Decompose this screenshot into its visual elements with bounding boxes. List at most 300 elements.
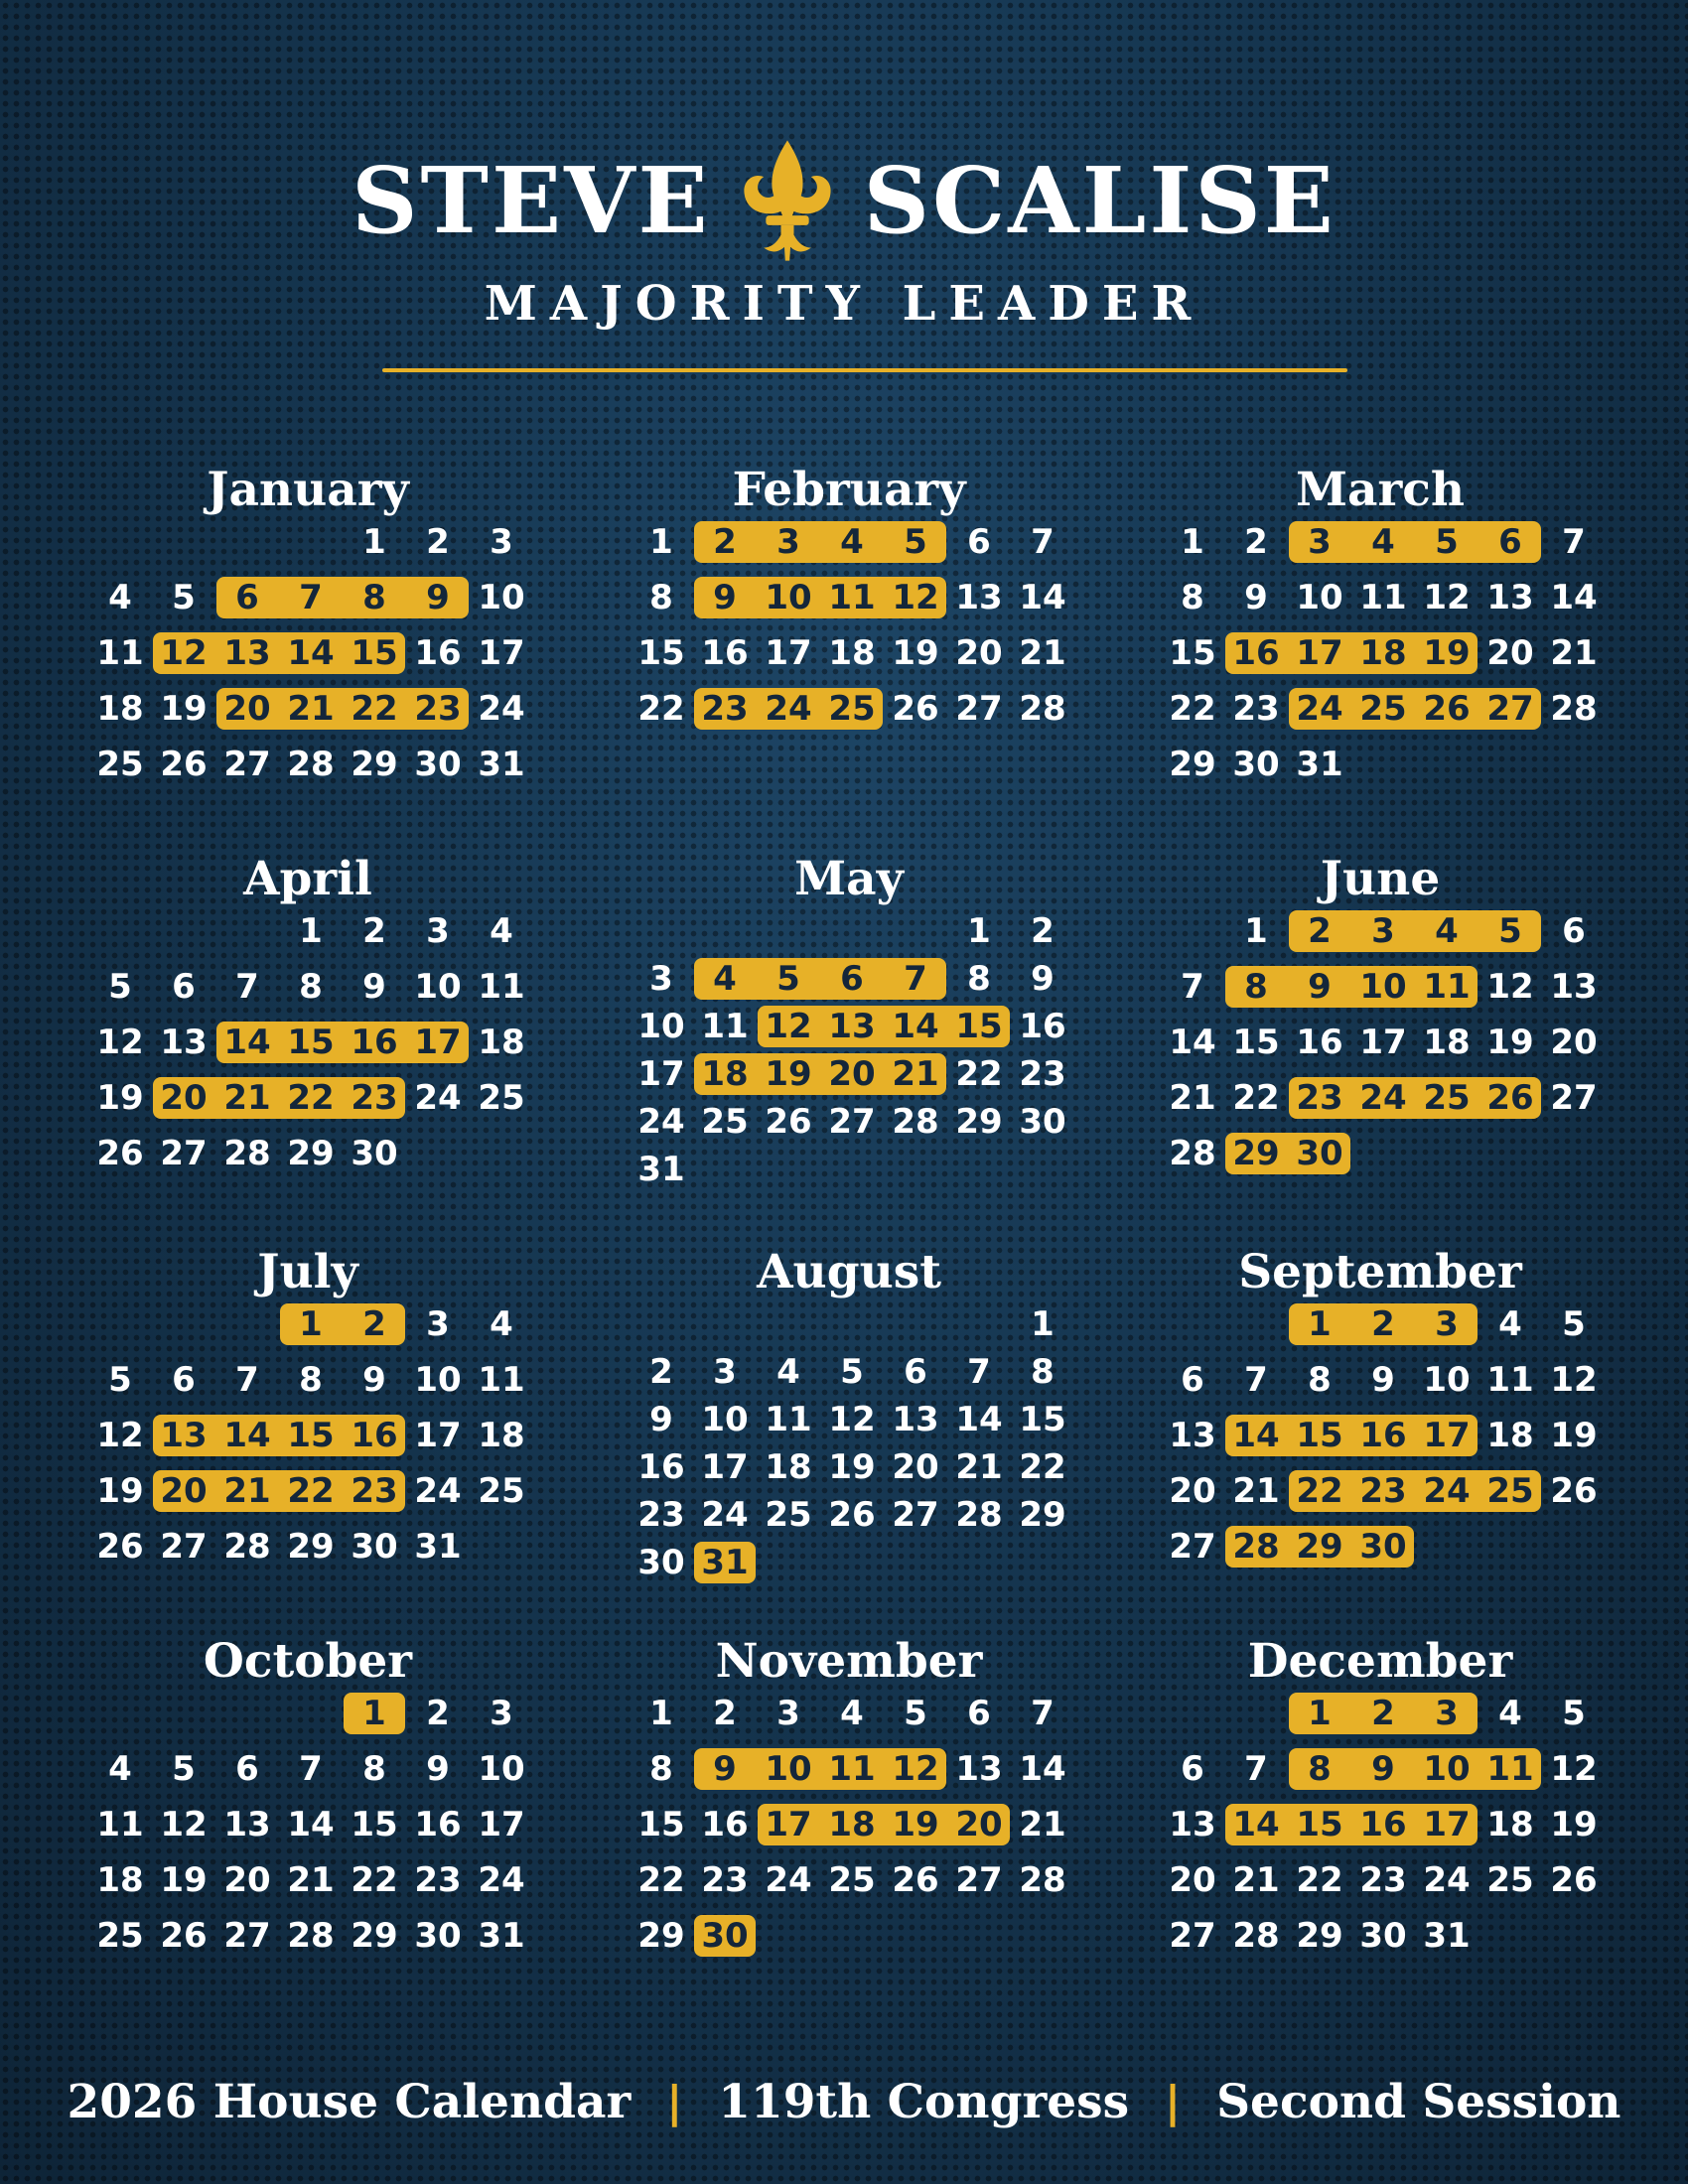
calendar-day: 26 <box>1550 1471 1598 1511</box>
calendar-day: 28 <box>892 1102 939 1142</box>
session-day: 11 <box>1423 967 1471 1007</box>
day-grid <box>1169 1304 1598 1622</box>
calendar-day: 5 <box>1562 1694 1586 1733</box>
calendar-day: 27 <box>955 1860 1003 1900</box>
session-day: 5 <box>776 959 800 999</box>
session-day: 3 <box>1371 911 1395 951</box>
calendar-day: 22 <box>1169 689 1216 729</box>
calendar-day: 16 <box>414 1805 462 1844</box>
calendar-day: 29 <box>1296 1916 1343 1956</box>
session-day: 17 <box>765 1805 812 1844</box>
calendar-day: 24 <box>1423 1860 1471 1900</box>
calendar-day: 13 <box>223 1805 271 1844</box>
day-grid <box>96 1694 525 2011</box>
calendar-day: 4 <box>840 1694 864 1733</box>
calendar-day: 12 <box>828 1400 876 1439</box>
session-day: 23 <box>414 689 462 729</box>
session-day: 7 <box>904 959 927 999</box>
session-day: 24 <box>1359 1078 1407 1118</box>
calendar-day: 19 <box>1486 1023 1534 1062</box>
session-day: 10 <box>765 1749 812 1789</box>
calendar-day: 26 <box>1550 1860 1598 1900</box>
session-day: 30 <box>1296 1134 1343 1173</box>
calendar-day: 9 <box>362 1360 386 1400</box>
calendar-day: 30 <box>1019 1102 1066 1142</box>
calendar-day: 8 <box>362 1749 386 1789</box>
calendar-day: 28 <box>223 1527 271 1567</box>
calendar-day: 28 <box>1232 1916 1280 1956</box>
session-day: 23 <box>701 689 749 729</box>
calendar-day: 20 <box>892 1447 939 1487</box>
calendar-day: 8 <box>649 578 673 617</box>
calendar-day: 19 <box>160 689 208 729</box>
calendar-day: 1 <box>1031 1304 1055 1344</box>
session-day: 9 <box>1371 1749 1395 1789</box>
session-day: 11 <box>828 578 876 617</box>
session-day: 1 <box>1308 1694 1332 1733</box>
calendar-day: 4 <box>1498 1304 1522 1344</box>
calendar-day: 22 <box>637 689 685 729</box>
session-day: 19 <box>892 1805 939 1844</box>
session-day: 23 <box>1296 1078 1343 1118</box>
session-day: 27 <box>1486 689 1534 729</box>
session-day: 19 <box>765 1054 812 1094</box>
calendar-day: 27 <box>223 1916 271 1956</box>
calendar-day: 18 <box>478 1023 525 1062</box>
calendar-day: 4 <box>490 911 513 951</box>
session-day: 21 <box>223 1078 271 1118</box>
calendar-day: 18 <box>1486 1805 1534 1844</box>
calendar-day: 26 <box>828 1495 876 1535</box>
month-may <box>637 852 1066 1233</box>
calendar-day: 20 <box>1550 1023 1598 1062</box>
calendar-day: 17 <box>701 1447 749 1487</box>
calendar-day: 27 <box>955 689 1003 729</box>
calendar-day: 28 <box>955 1495 1003 1535</box>
calendar-day: 24 <box>414 1078 462 1118</box>
calendar-day: 6 <box>1181 1749 1204 1789</box>
day-grid <box>1169 1694 1598 2011</box>
title-row <box>0 141 1688 260</box>
calendar-day: 26 <box>160 745 208 784</box>
calendar-day: 30 <box>637 1543 685 1582</box>
session-day: 5 <box>1498 911 1522 951</box>
calendar-day: 6 <box>904 1352 927 1392</box>
calendar-day: 16 <box>414 633 462 673</box>
calendar-day: 14 <box>287 1805 335 1844</box>
calendar-day: 18 <box>765 1447 812 1487</box>
session-day: 14 <box>1232 1416 1280 1455</box>
session-day: 20 <box>223 689 271 729</box>
session-day: 23 <box>351 1471 398 1511</box>
calendar-day: 21 <box>1169 1078 1216 1118</box>
session-day: 25 <box>1486 1471 1534 1511</box>
calendar-day: 1 <box>299 911 323 951</box>
session-day: 30 <box>1359 1527 1407 1567</box>
calendar-day: 7 <box>235 967 259 1007</box>
session-day: 7 <box>299 578 323 617</box>
calendar-day: 22 <box>1019 1447 1066 1487</box>
calendar-day: 25 <box>96 745 144 784</box>
calendar-day: 26 <box>765 1102 812 1142</box>
session-day: 22 <box>1296 1471 1343 1511</box>
calendar-day: 29 <box>1019 1495 1066 1535</box>
session-day: 17 <box>414 1023 462 1062</box>
calendar-day: 27 <box>160 1134 208 1173</box>
calendar-day: 10 <box>414 967 462 1007</box>
calendar-day: 5 <box>108 967 132 1007</box>
calendar-day: 15 <box>637 633 685 673</box>
calendar-day: 7 <box>1031 522 1055 562</box>
calendar-day: 16 <box>637 1447 685 1487</box>
calendar-day: 24 <box>414 1471 462 1511</box>
session-day: 2 <box>713 522 737 562</box>
calendar-day: 16 <box>701 633 749 673</box>
calendar-day: 27 <box>1169 1527 1216 1567</box>
calendar-day: 13 <box>955 578 1003 617</box>
session-day: 4 <box>840 522 864 562</box>
session-day: 24 <box>765 689 812 729</box>
calendar-day: 19 <box>96 1078 144 1118</box>
calendar-day: 17 <box>765 633 812 673</box>
calendar-day: 8 <box>299 967 323 1007</box>
calendar-day: 27 <box>892 1495 939 1535</box>
calendar-day: 1 <box>362 522 386 562</box>
calendar-day: 2 <box>362 911 386 951</box>
session-day: 13 <box>223 633 271 673</box>
calendar-day: 28 <box>287 1916 335 1956</box>
session-day: 3 <box>1308 522 1332 562</box>
calendar-day: 22 <box>637 1860 685 1900</box>
month-november <box>637 1634 1066 2015</box>
calendar-day: 5 <box>1562 1304 1586 1344</box>
month-name: November <box>715 1634 983 1689</box>
calendar-day: 30 <box>1359 1916 1407 1956</box>
calendar-day: 22 <box>1296 1860 1343 1900</box>
session-day: 20 <box>160 1078 208 1118</box>
session-day: 13 <box>160 1416 208 1455</box>
calendar-day: 15 <box>1169 633 1216 673</box>
calendar-day: 17 <box>1359 1023 1407 1062</box>
session-day: 3 <box>1435 1304 1459 1344</box>
calendar-day: 2 <box>426 1694 450 1733</box>
calendar-day: 29 <box>287 1134 335 1173</box>
calendar-day: 16 <box>701 1805 749 1844</box>
calendar-day: 12 <box>1550 1749 1598 1789</box>
calendar-day: 19 <box>96 1471 144 1511</box>
calendar-day: 6 <box>235 1749 259 1789</box>
calendar-day: 17 <box>414 1416 462 1455</box>
calendar-day: 30 <box>1232 745 1280 784</box>
calendar-day: 24 <box>478 689 525 729</box>
session-day: 19 <box>1423 633 1471 673</box>
calendar-day: 12 <box>1486 967 1534 1007</box>
calendar-day: 23 <box>701 1860 749 1900</box>
calendar-day: 26 <box>96 1527 144 1567</box>
session-day: 5 <box>904 522 927 562</box>
calendar-label: 2026 House Calendar <box>67 2074 632 2129</box>
calendar-day: 14 <box>1169 1023 1216 1062</box>
session-day: 8 <box>1308 1749 1332 1789</box>
congress-label: 119th Congress <box>718 2074 1130 2129</box>
session-day: 22 <box>287 1078 335 1118</box>
calendar-day: 30 <box>351 1134 398 1173</box>
session-day: 20 <box>955 1805 1003 1844</box>
calendar-day: 21 <box>287 1860 335 1900</box>
session-day: 10 <box>765 578 812 617</box>
calendar-day: 25 <box>765 1495 812 1535</box>
calendar-day: 14 <box>1019 1749 1066 1789</box>
calendar-day: 8 <box>1308 1360 1332 1400</box>
calendar-day: 15 <box>351 1805 398 1844</box>
session-day: 2 <box>1371 1304 1395 1344</box>
calendar-day: 19 <box>892 633 939 673</box>
calendar-day: 13 <box>1169 1805 1216 1844</box>
session-day: 29 <box>1232 1134 1280 1173</box>
calendar-day: 8 <box>1181 578 1204 617</box>
day-grid <box>637 522 1066 840</box>
calendar-day: 7 <box>967 1352 991 1392</box>
calendar-day: 11 <box>478 1360 525 1400</box>
calendar-day: 11 <box>96 1805 144 1844</box>
calendar-day: 7 <box>235 1360 259 1400</box>
calendar-day: 12 <box>1550 1360 1598 1400</box>
calendar-day: 28 <box>1019 1860 1066 1900</box>
gold-divider <box>382 368 1347 372</box>
session-day: 17 <box>1423 1805 1471 1844</box>
calendar-day: 21 <box>1550 633 1598 673</box>
calendar-day: 19 <box>1550 1416 1598 1455</box>
session-day: 1 <box>299 1304 323 1344</box>
session-day: 29 <box>1296 1527 1343 1567</box>
calendar-day: 17 <box>478 1805 525 1844</box>
session-day: 4 <box>1371 522 1395 562</box>
month-december <box>1169 1634 1598 2015</box>
calendar-day: 3 <box>713 1352 737 1392</box>
calendar-day: 29 <box>637 1916 685 1956</box>
calendar-day: 20 <box>955 633 1003 673</box>
session-day: 22 <box>351 689 398 729</box>
calendar-day: 4 <box>776 1352 800 1392</box>
calendar-day: 10 <box>1296 578 1343 617</box>
calendar-day: 6 <box>1181 1360 1204 1400</box>
calendar-day: 18 <box>828 633 876 673</box>
calendar-day: 2 <box>1244 522 1268 562</box>
month-august <box>637 1245 1066 1626</box>
footer-separator: | <box>1165 2076 1182 2127</box>
session-day: 14 <box>287 633 335 673</box>
session-day: 16 <box>1232 633 1280 673</box>
calendar-day: 1 <box>967 911 991 951</box>
footer <box>0 2067 1688 2136</box>
session-day: 14 <box>1232 1805 1280 1844</box>
calendar-day: 3 <box>776 1694 800 1733</box>
calendar-day: 20 <box>223 1860 271 1900</box>
month-name: March <box>1295 463 1466 517</box>
footer-separator: | <box>666 2076 683 2127</box>
calendar-day: 5 <box>172 1749 196 1789</box>
calendar-day: 15 <box>1019 1400 1066 1439</box>
session-day: 13 <box>828 1007 876 1046</box>
session-day: 25 <box>828 689 876 729</box>
calendar-day: 12 <box>1423 578 1471 617</box>
calendar-day: 21 <box>1232 1471 1280 1511</box>
month-name: July <box>257 1245 358 1299</box>
session-day: 12 <box>892 1749 939 1789</box>
session-day: 11 <box>828 1749 876 1789</box>
session-day: 15 <box>955 1007 1003 1046</box>
calendar-day: 22 <box>351 1860 398 1900</box>
calendar-day: 7 <box>1244 1360 1268 1400</box>
calendar-day: 24 <box>765 1860 812 1900</box>
calendar-day: 2 <box>713 1694 737 1733</box>
calendar-day: 17 <box>637 1054 685 1094</box>
month-name: December <box>1247 1634 1513 1689</box>
calendar-day: 30 <box>351 1527 398 1567</box>
calendar-day: 7 <box>299 1749 323 1789</box>
session-day: 15 <box>1296 1416 1343 1455</box>
calendar-day: 1 <box>649 1694 673 1733</box>
calendar-day: 20 <box>1169 1471 1216 1511</box>
calendar-day: 15 <box>1232 1023 1280 1062</box>
calendar-day: 28 <box>223 1134 271 1173</box>
calendar-day: 7 <box>1244 1749 1268 1789</box>
calendar-day: 7 <box>1181 967 1204 1007</box>
session-day: 16 <box>1359 1416 1407 1455</box>
calendar-day: 14 <box>1550 578 1598 617</box>
month-july <box>96 1245 525 1626</box>
session-day: 18 <box>828 1805 876 1844</box>
session-day: 10 <box>1359 967 1407 1007</box>
calendar-day: 5 <box>904 1694 927 1733</box>
session-day: 26 <box>1486 1078 1534 1118</box>
calendar-day: 28 <box>287 745 335 784</box>
calendar-day: 19 <box>160 1860 208 1900</box>
session-day: 2 <box>1308 911 1332 951</box>
calendar-day: 20 <box>1486 633 1534 673</box>
calendar-day: 9 <box>426 1749 450 1789</box>
session-day: 14 <box>892 1007 939 1046</box>
calendar-day: 8 <box>967 959 991 999</box>
calendar-day: 3 <box>426 1304 450 1344</box>
calendar-day: 29 <box>955 1102 1003 1142</box>
calendar-day: 13 <box>1169 1416 1216 1455</box>
calendar-day: 22 <box>1232 1078 1280 1118</box>
calendar-day: 20 <box>1169 1860 1216 1900</box>
calendar-day: 3 <box>649 959 673 999</box>
session-day: 8 <box>1244 967 1268 1007</box>
name-last: SCALISE <box>863 147 1336 254</box>
month-name: June <box>1320 852 1441 906</box>
calendar-day: 9 <box>649 1400 673 1439</box>
session-day: 12 <box>892 578 939 617</box>
session-day: 21 <box>892 1054 939 1094</box>
session-day: 4 <box>713 959 737 999</box>
session-day: 3 <box>1435 1694 1459 1733</box>
calendar-day: 15 <box>637 1805 685 1844</box>
calendar-day: 11 <box>765 1400 812 1439</box>
session-day: 6 <box>1498 522 1522 562</box>
session-day: 26 <box>1423 689 1471 729</box>
calendar-day: 28 <box>1169 1134 1216 1173</box>
calendar-day: 27 <box>160 1527 208 1567</box>
calendar-day: 8 <box>1031 1352 1055 1392</box>
calendar-day: 4 <box>108 578 132 617</box>
calendar-day: 2 <box>1031 911 1055 951</box>
calendar-day: 8 <box>649 1749 673 1789</box>
calendar-day: 12 <box>160 1805 208 1844</box>
session-day: 25 <box>1359 689 1407 729</box>
calendar-day: 5 <box>108 1360 132 1400</box>
calendar-day: 22 <box>955 1054 1003 1094</box>
calendar-day: 3 <box>490 522 513 562</box>
calendar-day: 3 <box>426 911 450 951</box>
month-january <box>96 463 525 844</box>
calendar-day: 23 <box>637 1495 685 1535</box>
calendar-day: 25 <box>828 1860 876 1900</box>
calendar-day: 2 <box>426 522 450 562</box>
session-day: 2 <box>1371 1694 1395 1733</box>
calendar-day: 14 <box>955 1400 1003 1439</box>
calendar-day: 26 <box>160 1916 208 1956</box>
calendar-day: 23 <box>1019 1054 1066 1094</box>
calendar-day: 29 <box>351 1916 398 1956</box>
session-day: 9 <box>426 578 450 617</box>
session-day: 4 <box>1435 911 1459 951</box>
calendar-day: 21 <box>1019 633 1066 673</box>
session-day: 11 <box>1486 1749 1534 1789</box>
calendar-day: 31 <box>478 745 525 784</box>
calendar-day: 7 <box>1031 1694 1055 1733</box>
calendar-day: 2 <box>649 1352 673 1392</box>
calendar-day: 6 <box>967 522 991 562</box>
day-grid <box>96 522 525 840</box>
session-day: 15 <box>287 1416 335 1455</box>
session-day: 8 <box>362 578 386 617</box>
day-grid <box>96 911 525 1229</box>
calendar-day: 13 <box>1550 967 1598 1007</box>
calendar-day: 24 <box>701 1495 749 1535</box>
calendar-day: 13 <box>1486 578 1534 617</box>
session-day: 12 <box>160 633 208 673</box>
session-day: 1 <box>362 1694 386 1733</box>
calendar-day: 18 <box>1423 1023 1471 1062</box>
month-march <box>1169 463 1598 844</box>
calendar-day: 11 <box>1359 578 1407 617</box>
calendar-day: 11 <box>1486 1360 1534 1400</box>
calendar-day: 10 <box>478 578 525 617</box>
day-grid <box>96 1304 525 1622</box>
session-day: 20 <box>160 1471 208 1511</box>
calendar-day: 12 <box>96 1416 144 1455</box>
session-day: 14 <box>223 1023 271 1062</box>
calendar-day: 19 <box>828 1447 876 1487</box>
month-name: August <box>757 1245 941 1299</box>
session-day: 9 <box>713 1749 737 1789</box>
month-name: February <box>732 463 966 517</box>
calendar-day: 27 <box>1550 1078 1598 1118</box>
session-day: 9 <box>1308 967 1332 1007</box>
calendar-day: 21 <box>1019 1805 1066 1844</box>
calendar-day: 9 <box>1031 959 1055 999</box>
calendar-day: 8 <box>299 1360 323 1400</box>
calendar-day: 9 <box>1371 1360 1395 1400</box>
session-day: 9 <box>713 578 737 617</box>
month-september <box>1169 1245 1598 1626</box>
session-day: 28 <box>1232 1527 1280 1567</box>
session-day: 31 <box>701 1543 749 1582</box>
calendar-day: 6 <box>172 967 196 1007</box>
